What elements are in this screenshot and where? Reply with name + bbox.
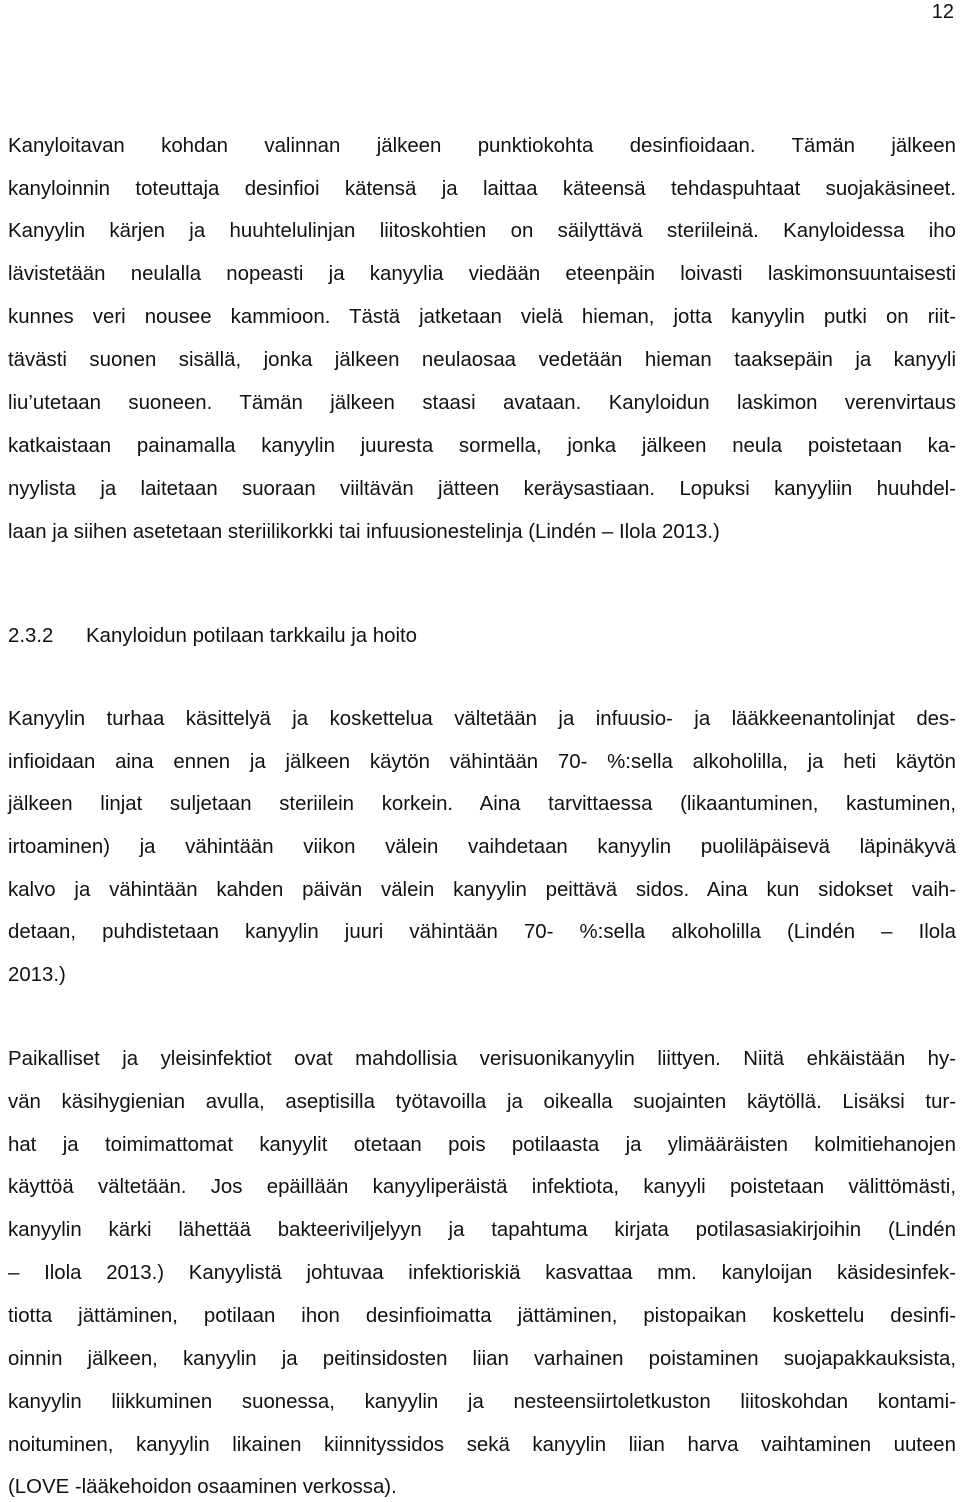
section-heading-number: 2.3.2 [8,625,54,647]
paragraph-3-line-4: käyttöä vältetään. Jos epäillään kanyyliperäistä infektiota, kanyyli poistetaan välittömästi, [8,1176,956,1198]
paragraph-2-line-6: detaan, puhdistetaan kanyylin juuri vähintään 70- %:sella alkoholilla (Lindén – Ilola [8,921,956,943]
paragraph-1-line-10: laan ja siihen asetetaan steriilikorkki tai infuusionestelinja (Lindén – Ilola 2013.) [8,521,720,543]
paragraph-3-line-10: noituminen, kanyylin likainen kiinnityssidos sekä kanyylin liian harva vaihtaminen uuteen [8,1434,956,1456]
paragraph-3-line-7: tiotta jättäminen, potilaan ihon desinfioimatta jättäminen, pistopaikan koskettelu desinfi- [8,1305,956,1327]
paragraph-2-line-2: infioidaan aina ennen ja jälkeen käytön vähintään 70- %:sella alkoholilla, ja heti käytön [8,751,956,773]
paragraph-2-line-1: Kanyylin turhaa käsittelyä ja koskettelua vältetään ja infuusio- ja lääkkeenantolinjat des- [8,708,956,730]
paragraph-3-line-9: kanyylin liikkuminen suonessa, kanyylin ja nesteensiirtoletkuston liitoskohdan kontami- [8,1391,956,1413]
paragraph-1-line-9: nyylista ja laitetaan suoraan viiltävän jätteen keräysastiaan. Lopuksi kanyyliin huuhdel- [8,478,956,500]
paragraph-1-line-2: kanyloinnin toteuttaja desinfioi kätensä ja laittaa käteensä tehdaspuhtaat suojakäsineet. [8,178,956,200]
paragraph-2-line-3: jälkeen linjat suljetaan steriilein korkein. Aina tarvittaessa (likaantuminen, kastuminen, [8,793,956,815]
section-heading [8,622,956,650]
paragraph-1-line-8: katkaistaan painamalla kanyylin juuresta sormella, jonka jälkeen neula poistetaan ka- [8,435,956,457]
paragraph-3-line-6: – Ilola 2013.) Kanyylistä johtuvaa infektioriskiä kasvattaa mm. kanyloijan käsidesinfek- [8,1262,956,1284]
page-number: 12 [931,1,954,23]
paragraph-3-line-2: vän käsihygienian avulla, aseptisilla työtavoilla ja oikealla suojainten käytöllä. Lisäksi tur- [8,1091,956,1113]
paragraph-2-line-4: irtoaminen) ja vähintään viikon välein vaihdetaan kanyylin puoliläpäisevä läpinäkyvä [8,836,956,858]
paragraph-3-line-5: kanyylin kärki lähettää bakteeriviljelyyn ja tapahtuma kirjata potilasasiakirjoihin (Lindén [8,1219,956,1241]
paragraph-1-line-7: liu’utetaan suoneen. Tämän jälkeen staasi avataan. Kanyloidun laskimon verenvirtaus [8,392,956,414]
paragraph-3-line-3: hat ja toimimattomat kanyylit otetaan pois potilaasta ja ylimääräisten kolmitiehanojen [8,1134,956,1156]
paragraph-1-line-1: Kanyloitavan kohdan valinnan jälkeen punktiokohta desinfioidaan. Tämän jälkeen [8,135,956,157]
paragraph-3-line-11: (LOVE -lääkehoidon osaaminen verkossa). [8,1476,397,1498]
paragraph-1-line-5: kunnes veri nousee kammioon. Tästä jatketaan vielä hieman, jotta kanyylin putki on riit- [8,306,956,328]
paragraph-3-line-8: oinnin jälkeen, kanyylin ja peitinsidosten liian varhainen poistaminen suojapakkauksista, [8,1348,956,1370]
paragraph-1-line-3: Kanyylin kärjen ja huuhtelulinjan liitoskohtien on säilyttävä steriileinä. Kanyloidessa iho [8,220,956,242]
paragraph-2-line-7: 2013.) [8,964,66,986]
section-heading-title: Kanyloidun potilaan tarkkailu ja hoito [86,625,417,647]
paragraph-3-line-1: Paikalliset ja yleisinfektiot ovat mahdollisia verisuonikanyylin liittyen. Niitä ehkäistään hy- [8,1048,956,1070]
paragraph-1-line-4: lävistetään neulalla nopeasti ja kanyylia viedään eteenpäin loivasti laskimonsuuntaisesti [8,263,956,285]
paragraph-2-line-5: kalvo ja vähintään kahden päivän välein kanyylin peittävä sidos. Aina kun sidokset vaih- [8,879,956,901]
paragraph-1-line-6: tävästi suonen sisällä, jonka jälkeen neulaosaa vedetään hieman taaksepäin ja kanyyli [8,349,956,371]
